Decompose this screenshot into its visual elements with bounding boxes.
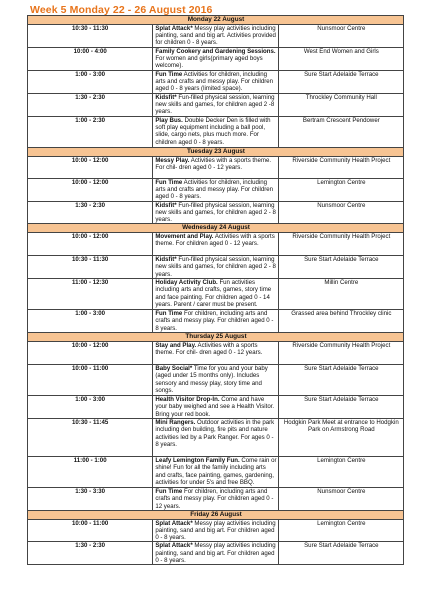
activity-venue: Bertram Crescent Pendower <box>278 117 403 148</box>
activity-description: Come rain or shine! Fun for all the family including arts and crafts, face painting, games, gardening, activities for under 5's and free BBQ. <box>155 457 277 486</box>
day-header-row <box>28 510 404 519</box>
activity-venue: Millin Centre <box>278 279 403 310</box>
activity-description-cell <box>153 419 278 457</box>
activity-time: 10:30 - 11:30 <box>28 256 153 279</box>
activity-name: Mini Rangers. <box>155 419 196 427</box>
activity-description: Messy play activities including painting, sand and big art. For children aged 0 - 8 years. <box>155 519 276 542</box>
day-header: Friday 26 August <box>28 510 404 519</box>
activity-venue: Grassed area behind Throckley clinic <box>278 310 403 333</box>
activity-name: Health Visitor Drop-In. <box>155 396 220 404</box>
activity-description: Activities with a sports theme. For chil- dren aged 0 - 12 years. <box>155 157 272 172</box>
activity-venue: Nunsmoor Centre <box>278 201 403 224</box>
page-title: Week 5 Monday 22 - 26 August 2016 <box>30 4 213 16</box>
day-header-row <box>28 148 404 157</box>
activity-name: Kidsfit* <box>155 256 177 264</box>
day-header-row <box>28 333 404 342</box>
activity-venue: Lemington Centre <box>278 457 403 488</box>
activity-description-cell <box>153 48 278 71</box>
activity-description: Fun-filled physical session, learning new skills and games, for children aged 2 - 8 years. <box>155 256 276 278</box>
table-row <box>28 457 404 488</box>
table-row <box>28 25 404 48</box>
table-row <box>28 396 404 419</box>
activity-venue: Nunsmoor Centre <box>278 488 403 511</box>
activity-venue: Throckley Community Hall <box>278 94 403 117</box>
table-row <box>28 179 404 202</box>
activity-name: Holiday Activity Club. <box>155 279 218 287</box>
activity-name: Movement and Play. <box>155 233 214 241</box>
activity-time: 10:00 - 4:00 <box>28 48 153 71</box>
day-header: Monday 22 August <box>28 16 404 25</box>
activity-time: 1:30 - 3:30 <box>28 488 153 511</box>
table-row <box>28 117 404 148</box>
activity-description-cell <box>153 71 278 94</box>
activity-venue: Riverside Community Health Project <box>278 342 403 365</box>
activity-time: 10:30 - 11:30 <box>28 25 153 48</box>
activity-time: 1:30 - 2:30 <box>28 201 153 224</box>
activity-venue: Riverside Community Health Project <box>278 157 403 179</box>
activity-description: Activities with a sports theme. For chil- dren aged 0 - 12 years. <box>155 342 263 357</box>
activity-description: Fun-filled physical session, learning new skills and games, for children aged 2 -8 years. <box>155 94 275 116</box>
activity-description: Come and have your baby weighed and see a Health Visitor. Bring your red book. <box>155 396 275 418</box>
activity-venue: Hodgkin Park Meet at entrance to Hodgkin Park on Armstrong Road <box>278 419 403 457</box>
activity-time: 1:00 - 3:00 <box>28 71 153 94</box>
activity-name: Play Bus. <box>155 117 183 124</box>
schedule-body <box>28 16 404 565</box>
activity-time: 10:30 - 11:45 <box>28 419 153 457</box>
table-row <box>28 310 404 333</box>
day-header-row <box>28 16 404 25</box>
activity-time: 1:00 - 3:00 <box>28 310 153 333</box>
day-header-row <box>28 224 404 233</box>
activity-name: Splat Attack* <box>155 25 193 32</box>
activity-venue: Lemington Centre <box>278 519 403 542</box>
table-row <box>28 94 404 117</box>
activity-venue: Sure Start Adelaide Terrace <box>278 542 403 565</box>
table-row <box>28 157 404 179</box>
table-row <box>28 488 404 511</box>
day-header: Tuesday 23 August <box>28 148 404 157</box>
activity-description: Time for you and your baby (aged under 15 months only). Includes sensory and messy play, story time and songs. <box>155 365 268 394</box>
activity-description: Double Decker Den is filled with soft play equipment including a ball pool, slide, cargo nets, plus much more. For children aged 0 - 8 years. <box>155 117 271 146</box>
activity-name: Messy Play. <box>155 157 190 164</box>
activity-name: Kidsfit* <box>155 201 177 209</box>
activity-description: Messy play activities including painting, sand and big art. Activities provided for children 0 - 8 years. <box>155 25 276 47</box>
activity-time: 10:00 - 12:00 <box>28 233 153 256</box>
activity-venue: Sure Start Adelaide Terrace <box>278 365 403 396</box>
activity-description-cell <box>153 396 278 419</box>
activity-time: 10:00 - 12:00 <box>28 179 153 202</box>
table-row <box>28 71 404 94</box>
day-header: Thursday 25 August <box>28 333 404 342</box>
activity-venue: Riverside Community Health Project <box>278 233 403 256</box>
activity-description-cell <box>153 365 278 396</box>
activity-venue: Nunsmoor Centre <box>278 25 403 48</box>
activity-name: Stay and Play. <box>155 342 197 350</box>
activity-name: Fun Time <box>155 71 183 78</box>
activity-venue: West End Women and Girls <box>278 48 403 71</box>
activity-description: Fun-filled physical session, learning new skills and games, for children aged 2 - 8 years. <box>155 201 276 224</box>
activity-name: Family Cookery and Gardening Sessions. <box>155 48 276 55</box>
activity-description-cell <box>153 256 278 279</box>
activity-name: Fun Time <box>155 179 183 186</box>
activity-description-cell <box>153 310 278 333</box>
activity-description: Fun activities including arts and crafts, games, story time and face painting. For children aged 0 - 14 years. Parent / carer must be present. <box>155 279 272 308</box>
activity-venue: Lemington Centre <box>278 179 403 202</box>
activity-description-cell <box>153 542 278 565</box>
activity-description-cell <box>153 457 278 488</box>
schedule-table <box>27 15 404 565</box>
activity-venue: Sure Start Adelaide Terrace <box>278 71 403 94</box>
activity-time: 10:00 - 12:00 <box>28 157 153 179</box>
activity-description: Activities for children, including arts and crafts and messy play. For children aged 0 - 8 years (limited space). <box>155 71 274 93</box>
activity-time: 10:00 - 11:00 <box>28 365 153 396</box>
activity-name: Kidsfit* <box>155 94 177 101</box>
activity-name: Leafy Lemington Family Fun. <box>155 457 240 465</box>
table-row <box>28 542 404 565</box>
table-row <box>28 233 404 256</box>
activity-description: Activities for children, including arts and crafts and messy play. For children aged 0 - 8 years. <box>155 179 274 201</box>
activity-venue: Sure Start Adelaide Terrace <box>278 256 403 279</box>
activity-description-cell <box>153 488 278 511</box>
activity-description: Activities with a sports theme. For children aged 0 - 12 years. <box>155 233 275 248</box>
activity-name: Splat Attack* <box>155 542 193 550</box>
activity-description-cell <box>153 342 278 365</box>
activity-description-cell <box>153 233 278 256</box>
day-header: Wednesday 24 August <box>28 224 404 233</box>
activity-description-cell <box>153 279 278 310</box>
activity-name: Fun Time <box>155 488 183 496</box>
activity-time: 11:00 - 12:30 <box>28 279 153 310</box>
table-row <box>28 365 404 396</box>
table-row <box>28 279 404 310</box>
activity-description: For children, including arts and crafts and messy play. For children aged 0 - 12 years. <box>155 488 274 510</box>
activity-time: 11:00 - 1:00 <box>28 457 153 488</box>
table-row <box>28 256 404 279</box>
activity-time: 10:00 - 11:00 <box>28 519 153 542</box>
table-row <box>28 48 404 71</box>
activity-name: Baby Social* <box>155 365 193 373</box>
activity-description: Messy play activities including painting, sand and big art. For children aged 0 - 8 years. <box>155 542 276 564</box>
activity-time: 10:00 - 12:00 <box>28 342 153 365</box>
activity-time: 1:00 - 3:00 <box>28 396 153 419</box>
activity-description: For children, including arts and crafts and messy play. For children aged 0 - 8 years. <box>155 310 274 332</box>
activity-description-cell <box>153 157 278 179</box>
activity-description-cell <box>153 25 278 48</box>
activity-description-cell <box>153 519 278 542</box>
activity-name: Fun Time <box>155 310 183 318</box>
table-row <box>28 419 404 457</box>
activity-time: 1:30 - 2:30 <box>28 542 153 565</box>
activity-description-cell <box>153 117 278 148</box>
activity-time: 1:30 - 2:30 <box>28 94 153 117</box>
activity-description: Outdoor activities in the park including den building, fire pits and nature activities led by a Park Ranger. For ages 0 - 8 years. <box>155 419 275 448</box>
activity-description-cell <box>153 201 278 224</box>
table-row <box>28 519 404 542</box>
activity-name: Splat Attack* <box>155 519 193 527</box>
activity-description-cell <box>153 179 278 202</box>
activity-description: For women and girls(primary aged boys welcome). <box>155 55 263 70</box>
activity-venue: Sure Start Adelaide Terrace <box>278 396 403 419</box>
activity-description-cell <box>153 94 278 117</box>
activity-time: 1:00 - 2:30 <box>28 117 153 148</box>
table-row <box>28 201 404 224</box>
table-row <box>28 342 404 365</box>
